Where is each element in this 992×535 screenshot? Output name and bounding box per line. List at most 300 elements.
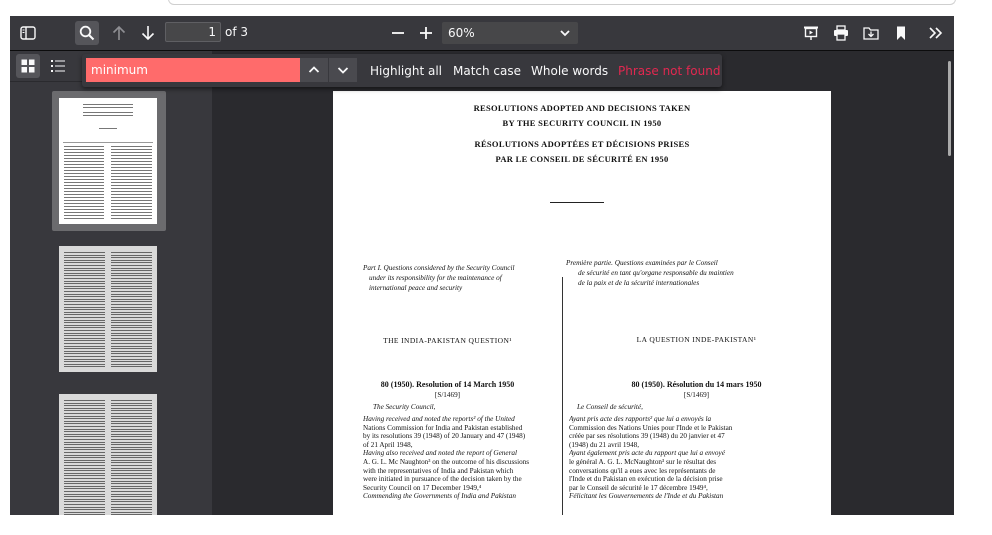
thumbnail-text-line	[64, 265, 105, 266]
thumbnail-text-line	[111, 494, 152, 495]
title-rule	[550, 202, 604, 203]
chevron-up-icon	[308, 64, 320, 76]
sidebar	[10, 51, 212, 515]
thumbnail-text-line	[64, 351, 105, 352]
thumbnail-text-line	[83, 112, 133, 113]
next-page-button[interactable]	[136, 21, 160, 45]
thumbnail-text-line	[64, 314, 105, 315]
arrow-down-icon	[140, 25, 156, 41]
thumbnail-text-line	[64, 218, 104, 219]
thumbnail-text-line	[111, 182, 152, 183]
thumbnail-text-line	[64, 429, 105, 430]
pdf-viewer	[10, 16, 954, 515]
thumbnail-text-line	[111, 426, 152, 427]
thumbnail-text-line	[64, 366, 105, 367]
thumbnail-text-line	[64, 307, 105, 308]
thumbnail-text-line	[111, 499, 152, 500]
thumbnail-text-line	[64, 408, 105, 409]
thumbnail-text-line	[111, 294, 152, 295]
thumbnail-text-line	[111, 483, 152, 484]
thumbnail-text-line	[64, 473, 105, 474]
thumbnail-text-line	[64, 507, 105, 508]
thumbnail-image	[59, 98, 157, 224]
thumbnail-text-line	[64, 170, 104, 171]
thumbnail-text-line	[111, 320, 152, 321]
thumbnail-text-line	[64, 257, 105, 258]
part-heading: de la paix et de la sécurité internationales	[578, 279, 700, 287]
thumbnail-text-line	[83, 104, 133, 105]
thumbnail-text-line	[111, 152, 152, 153]
thumbnail-text-line	[111, 158, 152, 159]
body-text-line: Security Council on 17 December 1949,⁴	[363, 483, 482, 492]
scrollbar-thumb[interactable]	[948, 61, 951, 156]
thumbnail-page-1[interactable]	[52, 91, 166, 231]
part-heading: Part I. Questions considered by the Security Council	[363, 264, 515, 272]
body-text-line: (1948) du 21 avril 1948,	[569, 440, 640, 449]
thumbnail-text-line	[64, 444, 105, 445]
thumbnail-text-line	[111, 462, 152, 463]
body-text-line: Félicitant les Gouvernements de l'Inde et du Pakistan	[569, 492, 724, 501]
outline-view-button[interactable]	[46, 54, 70, 78]
thumbnail-text-line	[111, 185, 152, 186]
thumbnail-text-line	[111, 309, 152, 310]
search-icon	[79, 25, 95, 41]
thumbnail-text-line	[64, 514, 105, 515]
thumbnail-text-line	[64, 481, 105, 482]
thumbnail-text-line	[64, 442, 105, 443]
thumbnail-text-line	[64, 152, 104, 153]
thumbnail-text-line	[111, 504, 152, 505]
thumbnail-text-line	[64, 296, 105, 297]
thumbnail-text-line	[64, 338, 105, 339]
arrow-up-icon	[111, 25, 127, 41]
thumbnail-text-line	[64, 455, 105, 456]
thumbnail-text-line	[64, 149, 104, 150]
section-heading: LA QUESTION INDE-PAKISTAN¹	[636, 335, 757, 344]
thumbnail-text-line	[64, 499, 105, 500]
thumbnail-text-line	[64, 512, 105, 513]
body-text-line: créée par ses résolutions 39 (1948) du 20 janvier et 47	[569, 432, 725, 441]
thumbnail-text-line	[111, 262, 152, 263]
thumbnail-text-line	[111, 413, 152, 414]
thumbnail-text-line	[111, 423, 152, 424]
body-text-line: Having received and noted the reports² of the United	[363, 415, 515, 423]
thumbnail-text-line	[111, 291, 152, 292]
thumbnail-text-line	[64, 426, 105, 427]
thumbnail-text-line	[64, 359, 105, 360]
find-input[interactable]	[86, 58, 300, 82]
save-icon	[863, 25, 879, 41]
thumbnail-text-line	[64, 509, 105, 510]
sidebar-toggle-icon	[20, 26, 36, 40]
thumbnail-text-line	[64, 353, 105, 354]
find-status-message: Phrase not found	[618, 64, 721, 78]
thumbnail-text-line	[111, 468, 152, 469]
part-heading: Première partie. Questions examinées par le Conseil	[566, 259, 718, 267]
thumbnail-text-line	[64, 252, 105, 253]
resolution-heading: 80 (1950). Resolution of 14 March 1950	[380, 380, 515, 389]
thumbnail-text-line	[64, 470, 105, 471]
thumbnail-text-line	[64, 301, 105, 302]
thumbnail-text-line	[64, 320, 105, 321]
thumbnail-text-line	[111, 335, 152, 336]
presentation-icon	[803, 25, 819, 41]
body-text-line: Commending the Governments of India and Pakistan	[363, 492, 516, 501]
thumbnail-text-line	[64, 294, 105, 295]
thumbnail-text-line	[111, 283, 152, 284]
thumbnail-text-line	[111, 296, 152, 297]
thumbnail-text-line	[64, 468, 105, 469]
thumbnail-list	[10, 82, 212, 515]
chevron-down-icon	[337, 64, 349, 76]
find-next-button[interactable]	[329, 58, 357, 82]
thumbnail-text-line	[111, 429, 152, 430]
thumbnail-text-line	[64, 491, 105, 492]
page-count: of 3	[225, 25, 249, 39]
thumbnail-text-line	[64, 209, 104, 210]
thumbnail-text-line	[111, 501, 152, 502]
thumbnail-text-line	[111, 486, 152, 487]
thumbnail-text-line	[111, 333, 152, 334]
doc-title-line: PAR LE CONSEIL DE SÉCURITÉ EN 1950	[495, 154, 669, 164]
thumbnail-text-line	[64, 335, 105, 336]
thumbnail-text-line	[64, 197, 104, 198]
thumbnail-text-line	[111, 431, 152, 432]
thumbnail-text-line	[111, 255, 152, 256]
thumbnail-text-line	[111, 312, 152, 313]
thumbnail-text-line	[111, 281, 152, 282]
thumbnail-text-line	[111, 455, 152, 456]
thumbnail-text-line	[64, 501, 105, 502]
thumbnail-text-line	[64, 278, 105, 279]
part-heading: under its responsibility for the maintenance of	[369, 274, 502, 282]
thumbnail-text-line	[111, 434, 152, 435]
thumbnail-text-line	[64, 356, 105, 357]
thumbnail-text-line	[111, 421, 152, 422]
thumbnail-text-line	[111, 475, 152, 476]
thumbnail-text-line	[111, 340, 152, 341]
thumbnail-text-line	[64, 364, 105, 365]
thumbnail-text-line	[64, 260, 105, 261]
thumbnail-text-line	[111, 512, 152, 513]
thumbnail-text-line	[111, 301, 152, 302]
thumbnail-text-line	[64, 405, 105, 406]
thumbnail-text-line	[64, 206, 104, 207]
thumbnail-text-line	[64, 504, 105, 505]
thumbnail-text-line	[111, 491, 152, 492]
thumbnail-text-line	[64, 191, 104, 192]
thumbnail-text-line	[64, 182, 104, 183]
thumbnail-text-line	[64, 478, 105, 479]
pdf-toolbar	[10, 16, 954, 51]
thumbnail-text-line	[64, 418, 105, 419]
thumbnail-text-line	[111, 327, 152, 328]
zoom-select[interactable]	[442, 22, 578, 44]
thumbnail-text-line	[111, 325, 152, 326]
thumbnail-text-line	[111, 191, 152, 192]
thumbnail-text-line	[111, 348, 152, 349]
part-heading: international peace and security	[369, 284, 463, 292]
tools-button[interactable]	[924, 21, 948, 45]
thumbnail-text-line	[64, 457, 105, 458]
thumbnail-text-line	[64, 255, 105, 256]
thumbnail-text-line	[64, 486, 105, 487]
part-heading: de sécurité en tant qu'organe responsable du maintien	[578, 269, 734, 277]
resolution-heading: 80 (1950). Résolution du 14 mars 1950	[631, 380, 762, 389]
body-text-line: conversations qu'il a eues avec les représentants de	[569, 466, 716, 475]
save-button[interactable]	[859, 21, 883, 45]
presentation-mode-button[interactable]	[799, 21, 823, 45]
thumbnail-text-line	[111, 449, 152, 450]
thumbnail-text-line	[111, 408, 152, 409]
thumbnail-text-line	[111, 188, 152, 189]
thumbnail-text-line	[64, 421, 105, 422]
thumbnail-text-line	[64, 413, 105, 414]
page-number-input[interactable]: 1	[165, 22, 221, 42]
thumbnail-text-line	[111, 275, 152, 276]
thumbnail-text-line	[83, 115, 133, 116]
double-chevron-right-icon	[928, 25, 944, 41]
body-text-line: le général A. G. L. McNaughton³ sur le résultat des	[569, 458, 717, 466]
thumbnail-text-line	[64, 330, 105, 331]
thumbnail-text-line	[111, 514, 152, 515]
thumbnail-text-line	[111, 436, 152, 437]
thumbnail-text-line	[111, 359, 152, 360]
thumbnail-text-line	[64, 423, 105, 424]
document-symbol: [S/1469]	[434, 391, 461, 399]
thumbnail-text-line	[111, 442, 152, 443]
thumbnail-text-line	[64, 447, 105, 448]
thumbnail-text-line	[64, 161, 104, 162]
thumbnail-text-line	[111, 273, 152, 274]
body-text-line: Ayant également pris acte du rapport que lui a envoyé	[569, 449, 725, 458]
list-icon	[51, 59, 65, 73]
thumbnail-text-line	[111, 260, 152, 261]
thumbnail-text-line	[111, 179, 152, 180]
thumbnail-text-line	[111, 317, 152, 318]
thumbnail-text-line	[64, 188, 104, 189]
thumbnail-text-line	[64, 299, 105, 300]
thumbnail-text-line	[111, 470, 152, 471]
body-text-line: A. G. L. Mc Naughton³ on the outcome of his discussions	[363, 458, 530, 466]
thumbnail-text-line	[111, 257, 152, 258]
thumbnail-text-line	[111, 343, 152, 344]
thumbnail-text-line	[111, 314, 152, 315]
thumbnail-text-line	[64, 164, 104, 165]
chevron-down-icon	[560, 22, 570, 51]
thumbnail-text-line	[111, 439, 152, 440]
thumbnail-text-line	[64, 275, 105, 276]
bookmark-icon	[893, 25, 909, 41]
find-previous-button[interactable]	[300, 58, 328, 82]
thumbnail-text-line	[111, 252, 152, 253]
thumbnail-text-line	[111, 215, 152, 216]
thumbnail-text-line	[64, 155, 104, 156]
thumbnail-text-line	[111, 366, 152, 367]
thumbnail-text-line	[64, 281, 105, 282]
thumbnail-text-line	[64, 488, 105, 489]
thumbnail-text-line	[111, 364, 152, 365]
thumbnail-text-line	[111, 200, 152, 201]
thumbnail-text-line	[111, 418, 152, 419]
thumbnail-text-line	[111, 149, 152, 150]
thumbnail-text-line	[111, 351, 152, 352]
thumbnail-page-2[interactable]	[52, 239, 166, 379]
match-case-option[interactable]: Match case	[453, 64, 522, 78]
thumbnail-text-line	[64, 268, 105, 269]
section-heading: THE INDIA-PAKISTAN QUESTION¹	[383, 336, 512, 345]
thumbnail-text-line	[111, 338, 152, 339]
thumbnail-text-line	[64, 322, 105, 323]
thumbnail-text-line	[111, 146, 152, 147]
thumbnail-text-line	[64, 436, 105, 437]
thumbnail-text-line	[111, 481, 152, 482]
thumbnail-text-line	[64, 309, 105, 310]
thumbnail-text-line	[64, 304, 105, 305]
thumbnail-text-line	[111, 400, 152, 401]
thumbnail-text-line	[64, 348, 105, 349]
thumbnail-text-line	[64, 167, 104, 168]
zoom-in-button[interactable]	[414, 21, 438, 45]
thumbnail-text-line	[111, 322, 152, 323]
highlight-all-option[interactable]: Highlight all	[370, 64, 443, 78]
doc-title-line: RÉSOLUTIONS ADOPTÉES ET DÉCISIONS PRISES	[474, 139, 690, 149]
thumbnail-page-3[interactable]	[52, 387, 166, 515]
thumbnail-text-line	[111, 507, 152, 508]
thumbnail-view-button[interactable]	[16, 54, 40, 78]
zoom-value: 60%	[448, 26, 475, 40]
thumbnail-text-line	[64, 146, 104, 147]
plus-icon	[418, 25, 434, 41]
thumbnail-text-line	[111, 270, 152, 271]
thumbnail-text-line	[64, 173, 104, 174]
thumbnail-text-line	[111, 164, 152, 165]
thumbnail-text-line	[64, 460, 105, 461]
thumbnail-text-line	[111, 473, 152, 474]
thumbnail-text-line	[64, 475, 105, 476]
thumbnail-text-line	[99, 128, 117, 129]
thumbnail-text-line	[111, 288, 152, 289]
thumbnail-text-line	[64, 343, 105, 344]
sidebar-toggle-button[interactable]	[16, 21, 40, 45]
thumbnail-text-line	[111, 197, 152, 198]
thumbnail-text-line	[111, 460, 152, 461]
thumbnail-text-line	[64, 327, 105, 328]
thumbnail-text-line	[64, 212, 104, 213]
thumbnail-text-line	[64, 317, 105, 318]
thumbnail-text-line	[111, 265, 152, 266]
thumbnail-text-line	[111, 330, 152, 331]
thumbnail-text-line	[64, 203, 104, 204]
thumbnail-text-line	[64, 158, 104, 159]
thumbnail-text-line	[111, 218, 152, 219]
thumbnail-text-line	[111, 176, 152, 177]
browser-top-strip	[0, 0, 992, 16]
zoom-out-button[interactable]	[386, 21, 410, 45]
thumbnail-text-line	[64, 483, 105, 484]
thumbnail-text-line	[64, 431, 105, 432]
body-text-line: by its resolutions 39 (1948) of 20 January and 47 (1948)	[363, 432, 526, 441]
body-text-line: of 21 April 1948,	[363, 440, 413, 449]
thumbnail-text-line	[64, 194, 104, 195]
thumbnail-text-line	[111, 209, 152, 210]
thumbnail-text-line	[64, 434, 105, 435]
thumbnail-text-line	[111, 307, 152, 308]
thumbnail-text-line	[111, 161, 152, 162]
thumbnail-text-line	[64, 176, 104, 177]
thumbnail-text-line	[64, 452, 105, 453]
thumbnail-text-line	[64, 283, 105, 284]
thumbnail-text-line	[64, 439, 105, 440]
thumbnail-text-line	[111, 488, 152, 489]
thumbnail-text-line	[111, 203, 152, 204]
thumbnail-text-line	[111, 155, 152, 156]
body-text-line: with the representatives of India and Pakistan which	[363, 466, 514, 475]
thumbnail-text-line	[111, 268, 152, 269]
thumbnail-text-line	[111, 173, 152, 174]
thumbnail-text-line	[111, 457, 152, 458]
thumbnail-text-line	[111, 212, 152, 213]
thumbnail-text-line	[64, 215, 104, 216]
find-button[interactable]	[75, 21, 99, 45]
thumbnail-text-line	[64, 325, 105, 326]
thumbnail-text-line	[64, 340, 105, 341]
thumbnail-text-line	[111, 346, 152, 347]
body-text-line: Having also received and noted the report of General	[363, 449, 517, 458]
thumbnail-text-line	[64, 273, 105, 274]
thumbnail-text-line	[111, 410, 152, 411]
thumbnail-text-line	[64, 416, 105, 417]
thumbnail-text-line	[111, 444, 152, 445]
browser-address-field	[168, 0, 956, 5]
body-text-line: Nations Commission for India and Pakistan established	[363, 423, 523, 432]
print-button[interactable]	[829, 21, 853, 45]
bookmark-button[interactable]	[889, 21, 913, 45]
thumbnail-text-line	[64, 291, 105, 292]
find-bar	[82, 54, 722, 87]
document-viewer[interactable]	[213, 51, 954, 515]
whole-words-option[interactable]: Whole words	[531, 64, 609, 78]
thumbnail-text-line	[64, 462, 105, 463]
thumbnail-text-line	[63, 142, 153, 143]
thumbnail-text-line	[64, 288, 105, 289]
thumbnail-text-line	[64, 449, 105, 450]
pdf-page	[333, 91, 831, 515]
thumbnail-text-line	[111, 496, 152, 497]
thumbnail-text-line	[64, 262, 105, 263]
document-symbol: [S/1469]	[683, 391, 710, 399]
thumbnail-text-line	[64, 361, 105, 362]
thumbnail-text-line	[111, 170, 152, 171]
thumbnail-text-line	[111, 206, 152, 207]
body-text-line: Commission des Nations Unies pour l'Inde et le Pakistan	[569, 423, 733, 432]
thumbnail-text-line	[64, 270, 105, 271]
body-text-line: Ayant pris acte des rapports² que lui a envoyés la	[569, 415, 712, 423]
thumbnail-text-line	[64, 200, 104, 201]
thumbnail-text-line	[111, 447, 152, 448]
thumbnail-text-line	[111, 286, 152, 287]
council-line: Le Conseil de sécurité,	[577, 403, 643, 411]
thumbnail-image	[59, 394, 157, 515]
thumbnail-text-line	[64, 312, 105, 313]
thumbnail-text-line	[111, 478, 152, 479]
thumbnail-text-line	[111, 361, 152, 362]
thumbnail-text-line	[64, 333, 105, 334]
thumbnail-text-line	[64, 494, 105, 495]
body-text-line: par le Conseil de sécurité le 17 décembre 1949⁴,	[569, 483, 708, 492]
previous-page-button[interactable]	[107, 21, 131, 45]
doc-title-line: RESOLUTIONS ADOPTED AND DECISIONS TAKEN	[473, 103, 691, 113]
